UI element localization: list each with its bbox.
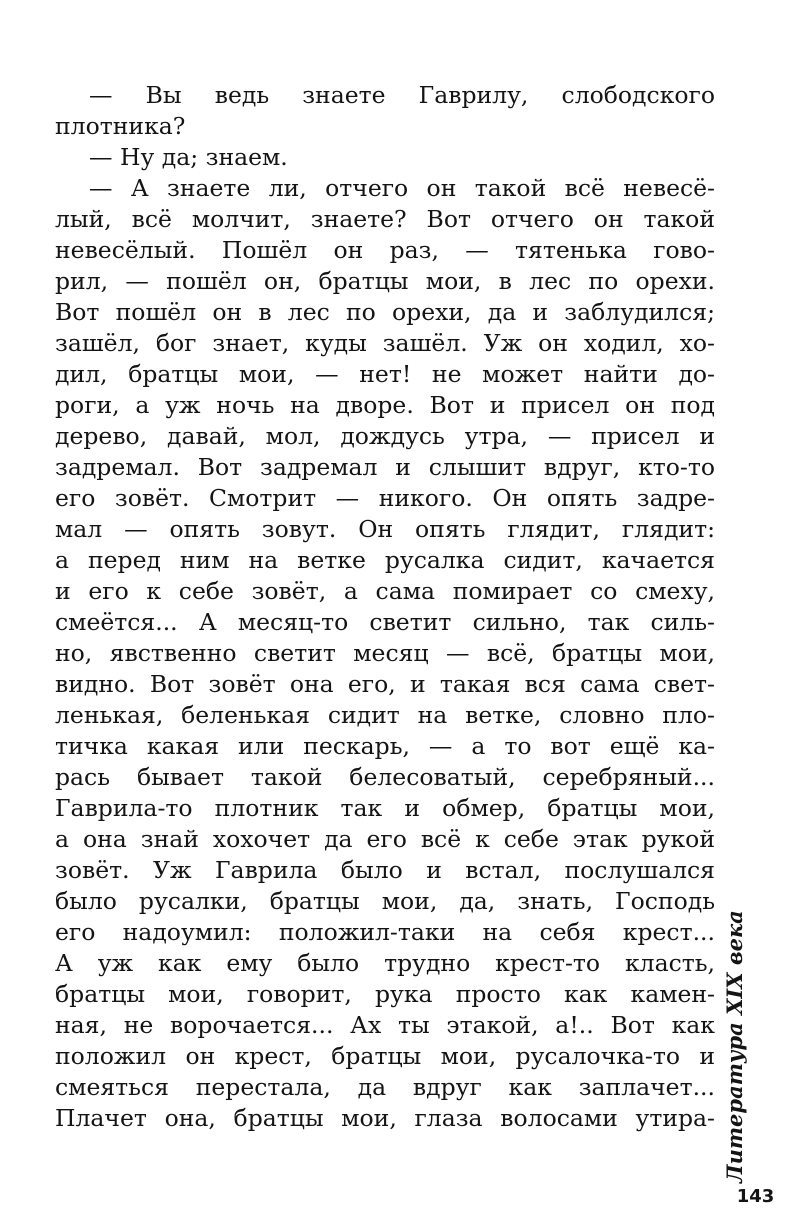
text-line: — А знаете ли, отчего он такой всё невесё- — [89, 174, 715, 202]
text-line: смеяться перестала, да вдруг как заплачет... — [55, 1073, 715, 1101]
text-line: роги, а уж ночь на дворе. Вот и присел он под — [55, 391, 715, 419]
text-line: его надоумил: положил-таки на себя крест... — [55, 918, 715, 946]
text-line: и его к себе зовёт, а сама помирает со смеху, — [55, 577, 715, 605]
text-line: ленькая, беленькая сидит на ветке, словно пло- — [55, 701, 715, 729]
text-line: смеётся... А месяц-то светит сильно, так силь- — [55, 608, 715, 636]
text-line: Вот пошёл он в лес по орехи, да и заблудился; — [55, 298, 715, 326]
text-line: А уж как ему было трудно крест-то класть, — [55, 949, 715, 977]
running-head: Литература XIX века — [722, 910, 747, 1183]
text-line: но, явственно светит месяц — всё, братцы мои, — [55, 639, 715, 667]
text-line: тичка какая или пескарь, — а то вот ещё ка- — [55, 732, 715, 760]
page-number: 143 — [736, 1186, 775, 1207]
text-line: положил он крест, братцы мои, русалочка-то и — [55, 1042, 715, 1070]
text-line: а она знай хохочет да его всё к себе этак рукой — [55, 825, 715, 853]
body-text — [55, 80, 715, 1134]
text-line: дерево, давай, мол, дождусь утра, — присел и — [55, 422, 715, 450]
text-line: видно. Вот зовёт она его, и такая вся сама свет- — [55, 670, 715, 698]
text-line: плотника? — [55, 112, 186, 140]
text-line: а перед ним на ветке русалка сидит, качается — [55, 546, 715, 574]
text-line: дил, братцы мои, — нет! не может найти до- — [55, 360, 715, 388]
text-line: братцы мои, говорит, рука просто как камен- — [55, 980, 715, 1008]
text-line: мал — опять зовут. Он опять глядит, глядит: — [55, 515, 715, 543]
text-line: Гаврила-то плотник так и обмер, братцы мои, — [55, 794, 715, 822]
text-line: задремал. Вот задремал и слышит вдруг, кто-то — [55, 453, 715, 481]
text-line: зовёт. Уж Гаврила было и встал, послушался — [55, 856, 715, 884]
text-line: рил, — пошёл он, братцы мои, в лес по орехи. — [55, 267, 715, 295]
text-line: невесёлый. Пошёл он раз, — тятенька гово- — [55, 236, 715, 264]
text-line: его зовёт. Смотрит — никого. Он опять задре- — [55, 484, 715, 512]
text-line: — Вы ведь знаете Гаврилу, слободского — [89, 81, 715, 109]
text-line: — Ну да; знаем. — [89, 143, 288, 171]
text-line: было русалки, братцы мои, да, знать, Господь — [55, 887, 715, 915]
text-line: рась бывает такой белесоватый, серебряный... — [55, 763, 715, 791]
text-line: лый, всё молчит, знаете? Вот отчего он такой — [55, 205, 715, 233]
text-line: ная, не ворочается... Ах ты этакой, а!.. Вот как — [55, 1011, 715, 1039]
text-line: Плачет она, братцы мои, глаза волосами утира- — [55, 1104, 715, 1132]
text-line: зашёл, бог знает, куды зашёл. Уж он ходил, хо- — [55, 329, 715, 357]
